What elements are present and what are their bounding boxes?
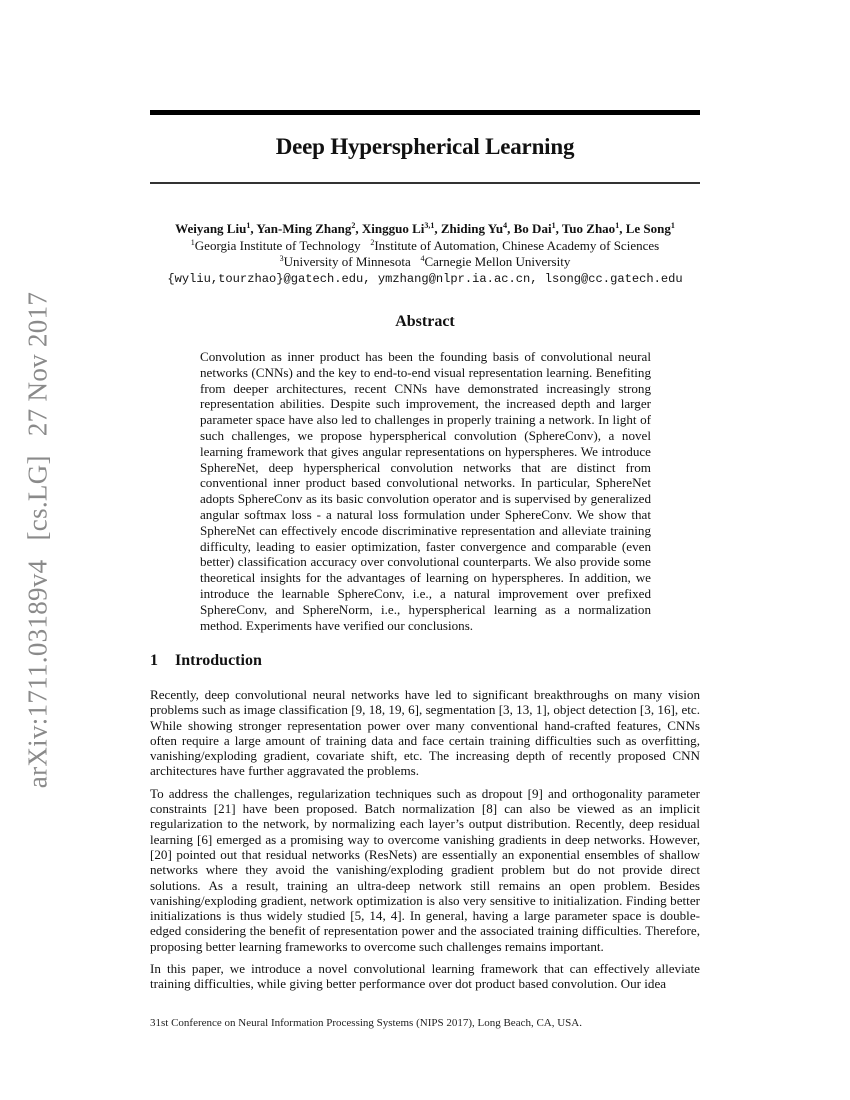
affiliation: $^1$Georgia Institute of Technology — [190, 237, 361, 253]
section-heading — [150, 652, 262, 670]
author: Zhiding Yu$^4$ — [440, 221, 508, 236]
affiliation: $^4$Carnegie Mellon University — [420, 254, 571, 269]
author-block — [150, 221, 700, 287]
author: Yan-Ming Zhang$^2$ — [256, 221, 356, 236]
author: Le Song$^1$ — [625, 221, 675, 236]
arxiv-stamp — [23, 292, 54, 788]
affiliation-line-1 — [150, 238, 700, 255]
conference-footer: 31st Conference on Neural Information Processing Systems (NIPS 2017), Long Beach, CA, USA. — [150, 1017, 582, 1029]
author: Bo Dai$^1$ — [513, 221, 556, 236]
abstract-heading: Abstract — [395, 313, 455, 330]
affiliation: $^3$University of Minnesota — [279, 254, 411, 269]
author: Tuo Zhao$^1$ — [561, 221, 620, 236]
affiliation: $^2$Institute of Automation, Chinese Academy of Sciences — [370, 237, 660, 253]
title-rule-bottom — [150, 182, 700, 184]
paragraph: To address the challenges, regularization techniques such as dropout [9] and orthogonality parameter constraints [21] have been proposed. Batch normalization [8] can also be viewed as an implicit regularization to the network, by normalizing each layer’s output distribution. Recently, deep residual learning [6] emerged as a promising way to overcome vanishing gradients in deep networks. However, [20] pointed out that residual networks (ResNets) are essentially an exponential ensembles of shallow networks where they avoid the vanishing/exploding gradient problem but do not provide direct solutions. As a result, training an ultra-deep network still remains an open problem. Besides vanishing/exploding gradient, network optimization is also very sensitive to initialization. Finding better initializations is thus widely studied [5, 14, 4]. In general, having a large parameter space is double-edged considering the benefit of representation power and the associated training difficulties. Therefore, proposing better learning frameworks to overcome such challenges remains important. — [150, 785, 700, 954]
affiliation-line-2 — [150, 254, 700, 271]
paragraph: Recently, deep convolutional neural networks have led to significant breakthroughs on many vision problems such as image classification [9, 18, 19, 6], segmentation [3, 13, 1], object detection [3, 16], etc. While showing stronger representation power over many conventional hand-crafted features, CNNs often require a large amount of training data and face certain training difficulties such as overfitting, vanishing/exploding gradient, covariate shift, etc. The increasing depth of recently proposed CNN architectures have further aggravated the problems. — [150, 687, 700, 779]
author: Xingguo Li$^{3,1}$ — [361, 221, 435, 236]
section-body — [150, 687, 700, 999]
author: Weiyang Liu$^1$ — [175, 221, 251, 236]
paper-title: Deep Hyperspherical Learning — [275, 134, 575, 159]
section-number: 1 — [150, 652, 158, 669]
author-emails: {wyliu,tourzhao}@gatech.edu, ymzhang@nlpr.ia.ac.cn, lsong@cc.gatech.edu — [167, 271, 683, 286]
section-title: Introduction — [175, 652, 262, 669]
abstract-text: Convolution as inner product has been the founding basis of convolutional neural networks (CNNs) and the key to end-to-end visual representation learning. Benefiting from deeper architectures, recent CNNs have demonstrated increasingly strong representation abilities. Despite such improvement, the increased depth and larger parameter space have also led to challenges in properly training a network. In light of such challenges, we propose hyperspherical convolution (SphereConv), a novel learning framework that gives angular representations on hyperspheres. We introduce SphereNet, deep hyperspherical convolution networks that are distinct from conventional inner product based convolutional networks. In particular, SphereNet adopts SphereConv as its basic convolution operator and is supervised by generalized angular softmax loss - a natural loss formulation under SphereConv. We show that SphereNet can effectively encode discriminative representation and alleviate training difficulty, leading to easier optimization, faster convergence and comparable (even better) classification accuracy over convolutional counterparts. We also provide some theoretical insights for the advantages of learning on hyperspheres. In addition, we introduce the learnable SphereConv, i.e., a natural improvement over prefixed SphereConv, and SphereNorm, i.e., hyperspherical learning as a normalization method. Experiments have verified our conclusions. — [200, 349, 651, 633]
paragraph: In this paper, we introduce a novel convolutional learning framework that can effectively alleviate training difficulties, while giving better performance over dot product based convolution. Our idea — [150, 961, 700, 992]
arxiv-date: 27 Nov 2017 — [22, 291, 53, 437]
author-list: Weiyang Liu$^1$, Yan-Ming Zhang$^2$, Xingguo Li$^{3,1}$, Zhiding Yu$^4$, Bo Dai$^1$, Tuo Zhao$^1$, Le Song$^1$ — [175, 221, 675, 236]
arxiv-category: [cs.LG] — [22, 455, 53, 541]
title-rule-top — [150, 110, 700, 115]
arxiv-id: arXiv:1711.03189v4 — [22, 559, 53, 789]
